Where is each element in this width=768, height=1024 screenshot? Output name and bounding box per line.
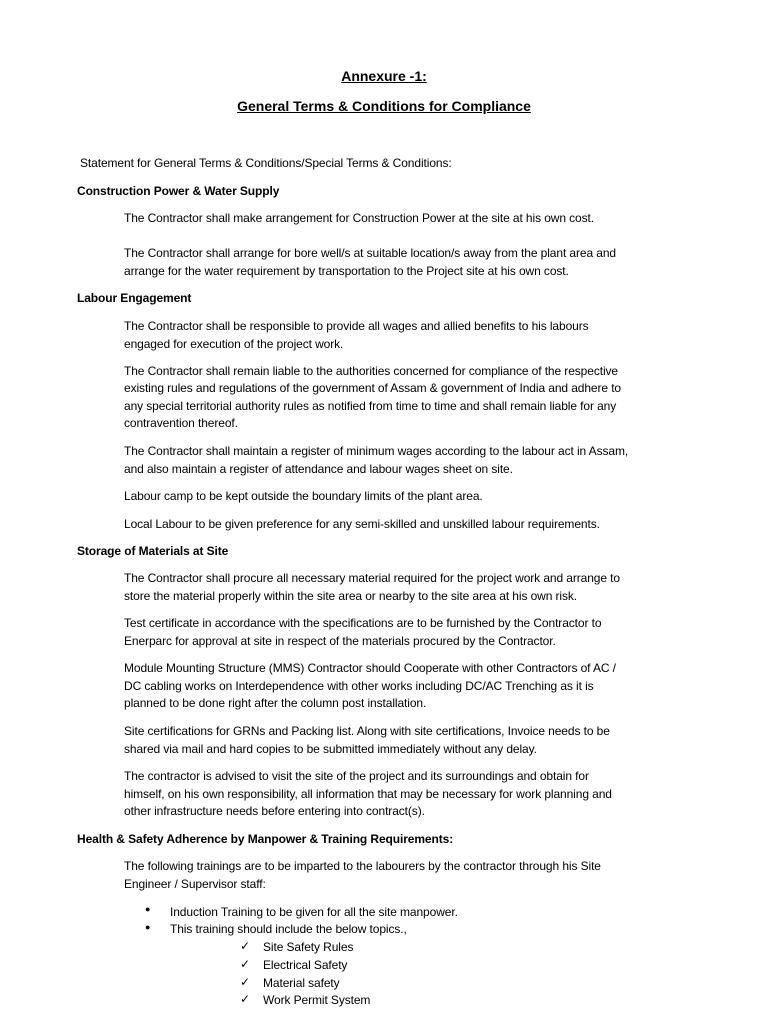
paragraph-line: The Contractor shall remain liable to the authorities concerned for compliance of the respective <box>124 364 618 378</box>
paragraph-line: contravention thereof. <box>124 416 238 430</box>
paragraph-line: Test certificate in accordance with the specifications are to be furnished by the Contractor to <box>124 616 602 630</box>
checklist-item: Electrical Safety <box>263 958 348 972</box>
paragraph-line: any special territorial authority rules as notified from time to time and shall remain liable for any <box>124 399 617 413</box>
checkmark-icon: ✓ <box>240 957 251 971</box>
statement-line: Statement for General Terms & Conditions/Special Terms & Conditions: <box>80 156 452 170</box>
section-heading-storage: Storage of Materials at Site <box>77 544 229 558</box>
paragraph-line: The Contractor shall arrange for bore well/s at suitable location/s away from the plant area and <box>124 246 616 260</box>
checklist-item: Work Permit System <box>263 993 371 1007</box>
checkmark-icon: ✓ <box>240 939 251 953</box>
paragraph-line: Labour camp to be kept outside the boundary limits of the plant area. <box>124 489 483 503</box>
paragraph-line: planned to be done right after the column post installation. <box>124 696 427 710</box>
paragraph-line: Local Labour to be given preference for any semi-skilled and unskilled labour requirements. <box>124 517 600 531</box>
paragraph-line: The Contractor shall be responsible to provide all wages and allied benefits to his labours <box>124 319 589 333</box>
section-heading-labour: Labour Engagement <box>77 291 192 305</box>
paragraph-line: Engineer / Supervisor staff: <box>124 877 266 891</box>
checkmark-icon: ✓ <box>240 992 251 1006</box>
paragraph-line: DC cabling works on Interdependence with other works including DC/AC Trenching as it is <box>124 679 594 693</box>
checklist-item: Material safety <box>263 976 340 990</box>
paragraph-line: The Contractor shall procure all necessary material required for the project work and arrange to <box>124 571 620 585</box>
paragraph-line: engaged for execution of the project work. <box>124 337 344 351</box>
paragraph-line: and also maintain a register of attendance and labour wages sheet on site. <box>124 462 513 476</box>
section-heading-health-safety: Health & Safety Adherence by Manpower & Training Requirements: <box>77 832 454 846</box>
paragraph-line: other infrastructure needs before entering into contract(s). <box>124 804 425 818</box>
section-heading-power-water: Construction Power & Water Supply <box>77 184 280 198</box>
paragraph-line: The following trainings are to be imparted to the labourers by the contractor through his Site <box>124 859 601 873</box>
annexure-title: Annexure -1: <box>341 68 427 84</box>
bullet-icon: ● <box>145 922 151 932</box>
paragraph-line: The contractor is advised to visit the site of the project and its surroundings and obtain for <box>124 769 589 783</box>
bullet-icon: ● <box>145 904 151 914</box>
paragraph-line: The Contractor shall maintain a register of minimum wages according to the labour act in Assam, <box>124 444 629 458</box>
paragraph-line: Enerparc for approval at site in respect of the materials procured by the Contractor. <box>124 634 556 648</box>
paragraph-line: arrange for the water requirement by transportation to the Project site at his own cost. <box>124 264 569 278</box>
bullet-item: Induction Training to be given for all the site manpower. <box>170 905 458 919</box>
bullet-item: This training should include the below topics., <box>170 922 407 936</box>
checkmark-icon: ✓ <box>240 975 251 989</box>
paragraph-line: shared via mail and hard copies to be submitted immediately without any delay. <box>124 742 537 756</box>
paragraph-line: himself, on his own responsibility, all information that may be necessary for work planning and <box>124 787 612 801</box>
checklist-item: Site Safety Rules <box>263 940 354 954</box>
paragraph-line: The Contractor shall make arrangement for Construction Power at the site at his own cost. <box>124 211 594 225</box>
main-title: General Terms & Conditions for Compliance <box>237 98 531 114</box>
paragraph-line: existing rules and regulations of the government of Assam & government of India and adhere to <box>124 381 622 395</box>
paragraph-line: store the material properly within the site area or nearby to the site area at his own risk. <box>124 589 578 603</box>
paragraph-line: Site certifications for GRNs and Packing list. Along with site certifications, Invoice needs to be <box>124 724 610 738</box>
paragraph-line: Module Mounting Structure (MMS) Contractor should Cooperate with other Contractors of AC / <box>124 661 616 675</box>
